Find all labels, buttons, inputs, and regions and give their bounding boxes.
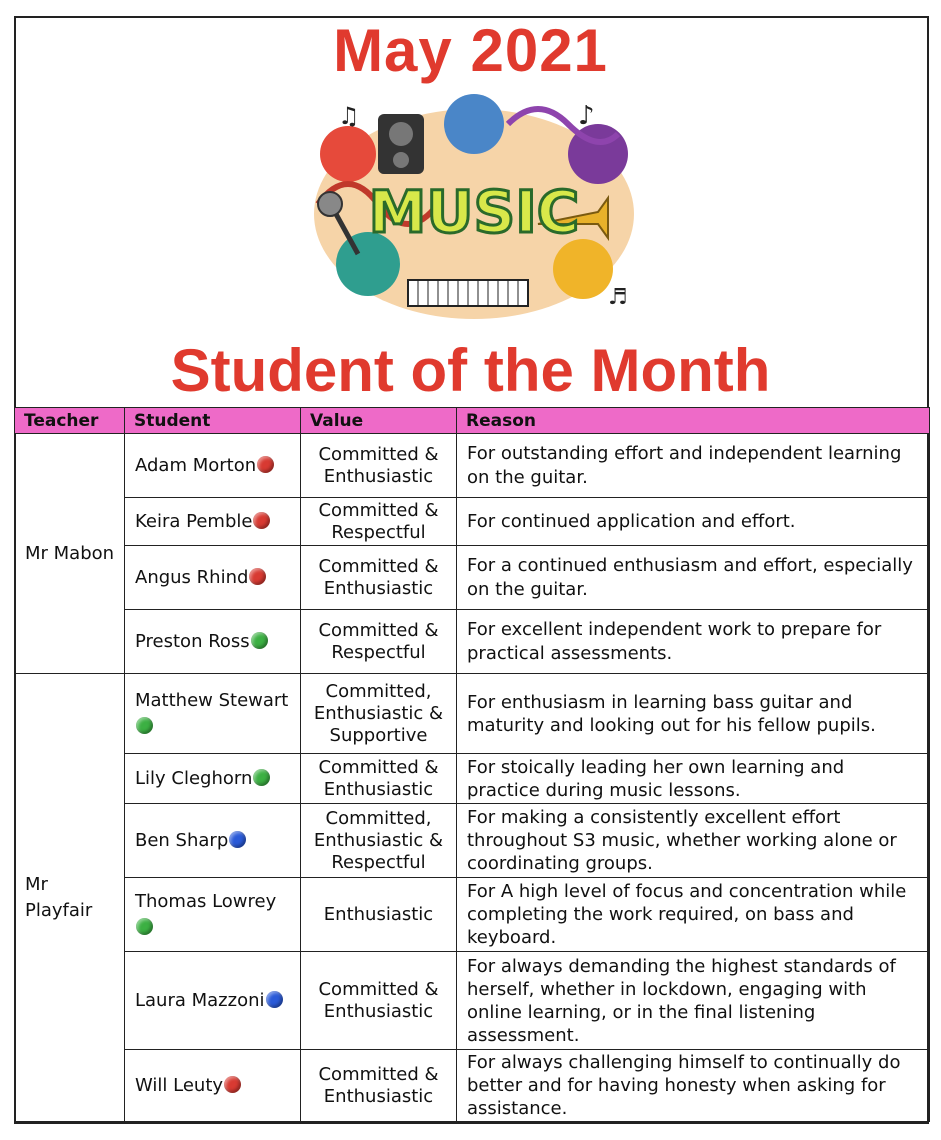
value-cell: Committed & Enthusiastic xyxy=(301,434,457,498)
status-dot xyxy=(136,717,153,734)
value-cell: Enthusiastic xyxy=(301,878,457,952)
reason-cell: For outstanding effort and independent learning on the guitar. xyxy=(457,434,930,498)
reason-cell: For enthusiasm in learning bass guitar and maturity and looking out for his fellow pupils. xyxy=(457,674,930,754)
svg-text:♪: ♪ xyxy=(578,101,595,131)
header-teacher: Teacher xyxy=(15,408,125,434)
student-name: Laura Mazzoni xyxy=(135,989,265,1011)
table-row xyxy=(15,498,930,546)
svg-text:♬: ♬ xyxy=(608,285,628,310)
student-cell xyxy=(125,674,301,754)
student-cell xyxy=(125,878,301,952)
student-name: Will Leuty xyxy=(135,1074,224,1096)
student-cell xyxy=(125,952,301,1050)
student-name: Adam Morton xyxy=(135,454,257,476)
table-header-row xyxy=(15,408,930,434)
reason-cell: For a continued enthusiasm and effort, especially on the guitar. xyxy=(457,546,930,610)
table-row xyxy=(15,674,930,754)
status-dot xyxy=(249,568,266,585)
svg-text:♫: ♫ xyxy=(338,102,360,130)
table-row xyxy=(15,434,930,498)
table-row xyxy=(15,804,930,878)
status-dot xyxy=(266,991,283,1008)
status-dot xyxy=(229,831,246,848)
teacher-cell: Mr Playfair xyxy=(15,674,125,1122)
student-name: Ben Sharp xyxy=(135,829,229,851)
header-reason: Reason xyxy=(457,408,930,434)
reason-cell: For continued application and effort. xyxy=(457,498,930,546)
value-cell: Committed & Enthusiastic xyxy=(301,546,457,610)
value-cell: Committed, Enthusiastic & Supportive xyxy=(301,674,457,754)
table-row xyxy=(15,1050,930,1122)
value-cell: Committed & Enthusiastic xyxy=(301,1050,457,1122)
status-dot xyxy=(136,918,153,935)
status-dot xyxy=(253,512,270,529)
table-row xyxy=(15,754,930,804)
student-cell xyxy=(125,804,301,878)
student-name: Keira Pemble xyxy=(135,510,253,532)
student-name: Thomas Lowrey xyxy=(135,890,277,912)
reason-cell: For making a consistently excellent effort throughout S3 music, whether working alone or coordinating groups. xyxy=(457,804,930,878)
student-name: Preston Ross xyxy=(135,630,250,652)
value-cell: Committed & Enthusiastic xyxy=(301,754,457,804)
status-dot xyxy=(251,632,268,649)
teacher-cell: Mr Mabon xyxy=(15,434,125,674)
student-cell xyxy=(125,1050,301,1122)
music-collage-illustration xyxy=(308,84,640,328)
header-student: Student xyxy=(125,408,301,434)
music-word: MUSIC xyxy=(368,178,580,246)
value-cell: Committed & Respectful xyxy=(301,498,457,546)
status-dot xyxy=(224,1076,241,1093)
reason-cell: For excellent independent work to prepare for practical assessments. xyxy=(457,610,930,674)
header-value: Value xyxy=(301,408,457,434)
status-dot xyxy=(257,456,274,473)
student-name: Lily Cleghorn xyxy=(135,767,253,789)
student-name: Angus Rhind xyxy=(135,566,249,588)
student-cell xyxy=(125,546,301,610)
value-cell: Committed & Respectful xyxy=(301,610,457,674)
page-subtitle: Student of the Month xyxy=(170,337,771,404)
table-row xyxy=(15,952,930,1050)
status-dot xyxy=(253,769,270,786)
student-table xyxy=(14,407,930,1122)
student-cell xyxy=(125,754,301,804)
student-cell xyxy=(125,610,301,674)
reason-cell: For always demanding the highest standards of herself, whether in lockdown, engaging with online learning, or in the final listening assessment. xyxy=(457,952,930,1050)
value-cell: Committed & Enthusiastic xyxy=(301,952,457,1050)
student-cell xyxy=(125,434,301,498)
student-cell xyxy=(125,498,301,546)
reason-cell: For stoically leading her own learning and practice during music lessons. xyxy=(457,754,930,804)
student-name: Matthew Stewart xyxy=(135,689,289,711)
table-row xyxy=(15,878,930,952)
reason-cell: For A high level of focus and concentration while completing the work required, on bass and keyboard. xyxy=(457,878,930,952)
table-row xyxy=(15,610,930,674)
value-cell: Committed, Enthusiastic & Respectful xyxy=(301,804,457,878)
page-title: May 2021 xyxy=(333,17,608,84)
table-row xyxy=(15,546,930,610)
reason-cell: For always challenging himself to continually do better and for having honesty when asking for assistance. xyxy=(457,1050,930,1122)
